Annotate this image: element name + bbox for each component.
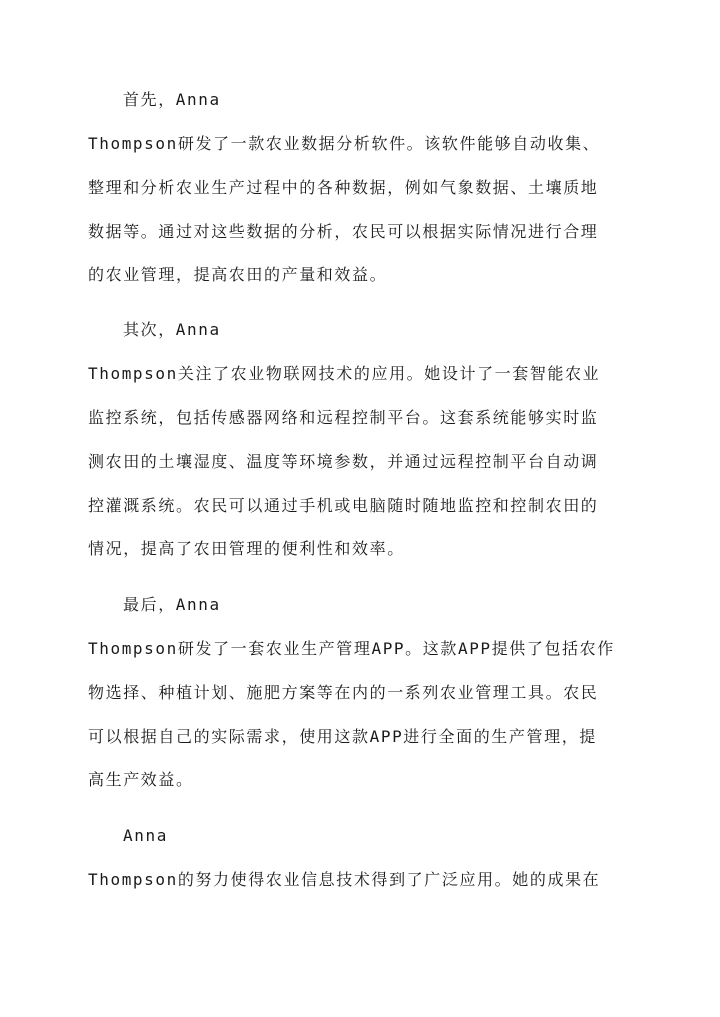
paragraph-3-line-1: Thompson研发了一套农业生产管理APP。这款APP提供了包括农作	[88, 639, 615, 658]
paragraph-1-line-3: 数据等。通过对这些数据的分析，农民可以根据实际情况进行合理	[88, 222, 599, 241]
paragraph-4-line-1: Thompson的努力使得农业信息技术得到了广泛应用。她的成果在	[88, 870, 601, 889]
paragraph-4-lead: Anna	[123, 826, 168, 845]
paragraph-3-line-3: 可以根据自己的实际需求，使用这款APP进行全面的生产管理，提	[88, 727, 597, 746]
paragraph-1-lead: 首先，Anna	[123, 90, 221, 109]
paragraph-2-lead: 其次，Anna	[123, 320, 221, 339]
paragraph-1-line-2: 整理和分析农业生产过程中的各种数据，例如气象数据、土壤质地	[88, 178, 599, 197]
paragraph-2-line-1: Thompson关注了农业物联网技术的应用。她设计了一套智能农业	[88, 364, 601, 383]
paragraph-3-line-4: 高生产效益。	[88, 770, 194, 789]
paragraph-1-line-4: 的农业管理，提高农田的产量和效益。	[88, 265, 388, 284]
paragraph-2-line-2: 监控系统，包括传感器网络和远程控制平台。这套系统能够实时监	[88, 408, 599, 427]
paragraph-3-lead: 最后，Anna	[123, 595, 221, 614]
paragraph-2-line-4: 控灌溉系统。农民可以通过手机或电脑随时随地监控和控制农田的	[88, 496, 599, 515]
paragraph-2-line-3: 测农田的土壤湿度、温度等环境参数，并通过远程控制平台自动调	[88, 452, 599, 471]
paragraph-3-line-2: 物选择、种植计划、施肥方案等在内的一系列农业管理工具。农民	[88, 683, 599, 702]
paragraph-1-line-1: Thompson研发了一款农业数据分析软件。该软件能够自动收集、	[88, 134, 601, 153]
paragraph-2-line-5: 情况，提高了农田管理的便利性和效率。	[88, 539, 405, 558]
